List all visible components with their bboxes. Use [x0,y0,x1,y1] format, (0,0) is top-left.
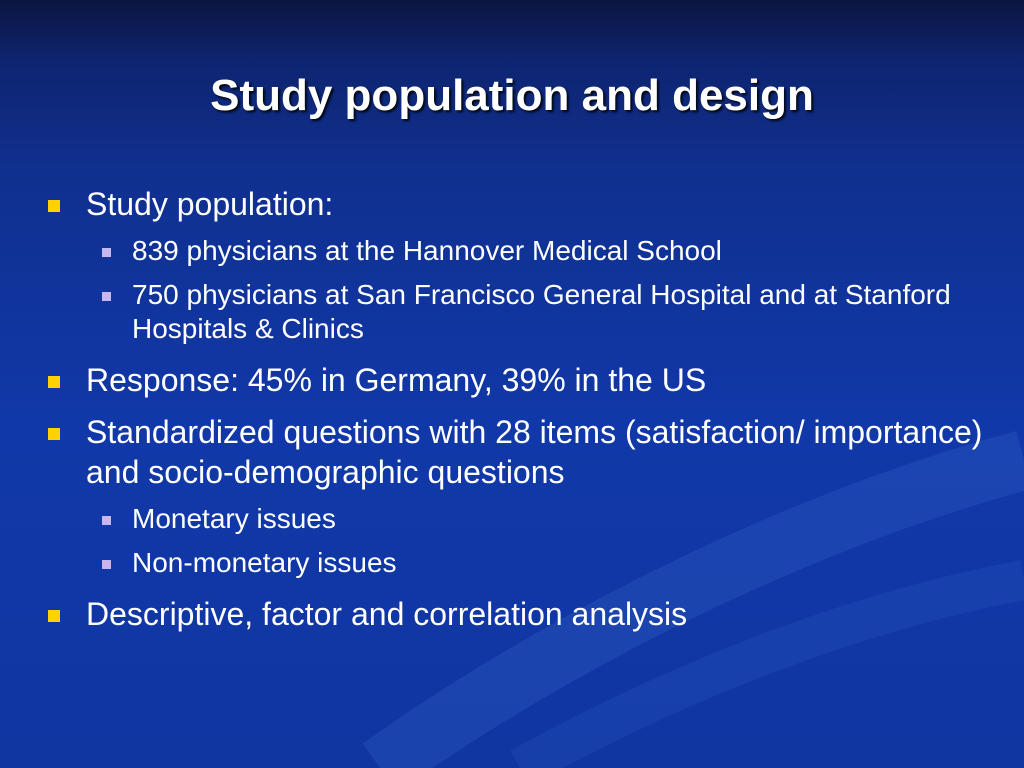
small-square-bullet-icon [102,292,111,301]
small-square-bullet-icon [102,248,111,257]
bullet-text: Study population: [86,186,334,222]
square-bullet-icon [48,610,60,622]
sub-bullet-text: 750 physicians at San Francisco General Hospital and at Stanford Hospitals & Clinics [132,279,951,344]
sub-bullet-item [102,502,998,536]
sub-bullet-item [102,234,998,268]
bullet-item [48,360,998,400]
small-square-bullet-icon [102,560,111,569]
bullet-item [48,594,998,634]
sub-bullet-text: 839 physicians at the Hannover Medical School [132,235,722,266]
square-bullet-icon [48,200,60,212]
bullet-text: Response: 45% in Germany, 39% in the US [86,362,707,398]
small-square-bullet-icon [102,516,111,525]
slide-title: Study population and design [210,71,814,120]
bullet-text: Standardized questions with 28 items (satisfaction/ importance) and socio-demographic questions [86,414,983,490]
sub-bullet-text: Non-monetary issues [132,547,397,578]
bullet-item [48,412,998,492]
sub-bullet-item [102,546,998,580]
bullet-text: Descriptive, factor and correlation analysis [86,596,688,632]
bullet-list [48,184,998,634]
sub-bullet-item [102,278,998,346]
bullet-item [48,184,998,224]
square-bullet-icon [48,376,60,388]
square-bullet-icon [48,428,60,440]
sub-bullet-text: Monetary issues [132,503,336,534]
